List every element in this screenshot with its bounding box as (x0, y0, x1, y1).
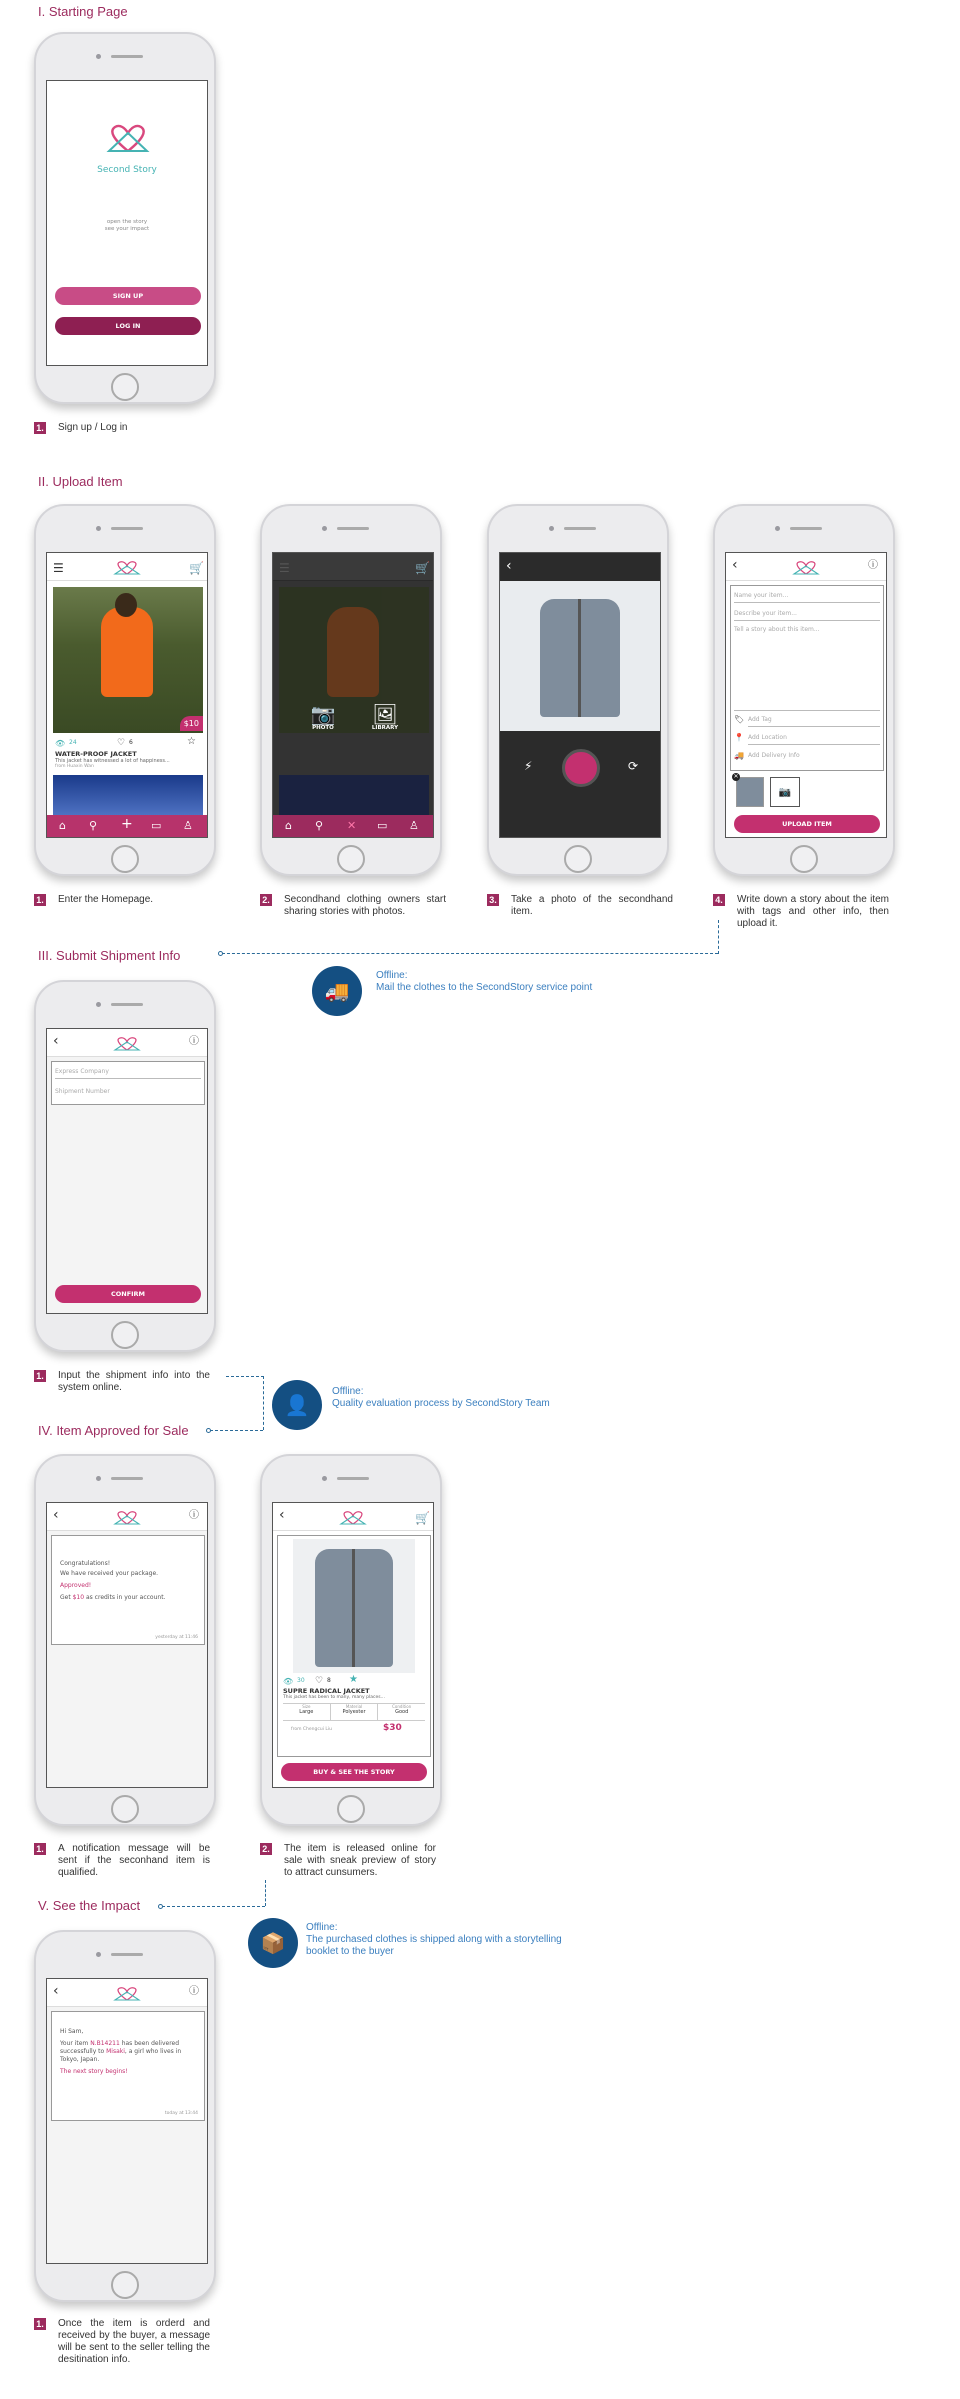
view-count: 30 (297, 1677, 305, 1684)
connector-shipment-offline (226, 1376, 264, 1377)
approved-screen (46, 1502, 208, 1788)
product-price: $30 (383, 1723, 402, 1733)
home-icon[interactable]: ⌂ (59, 819, 66, 832)
item-describe-input[interactable]: Describe your item... (734, 607, 880, 621)
connector-dot (218, 951, 223, 956)
shipment-screen (46, 1028, 208, 1314)
camera-icon: 📷 (310, 702, 336, 726)
home-icon[interactable]: ⌂ (285, 819, 292, 832)
camera-screen (499, 552, 661, 838)
message-time: today at 13:44 (164, 2111, 198, 2116)
tagline-1: open the story (106, 219, 148, 225)
upload-form-screen (725, 552, 887, 838)
close-icon[interactable]: ✕ (347, 819, 357, 832)
menu-icon: ☰ (279, 561, 290, 575)
library-option[interactable]: 🖼 LIBRARY (365, 703, 405, 731)
star-icon[interactable]: ☆ (187, 736, 196, 747)
phone-camera (487, 504, 669, 876)
like-count: 6 (129, 739, 133, 746)
bottom-nav (47, 815, 207, 837)
add-icon[interactable]: + (121, 816, 133, 832)
phone-product (260, 1454, 442, 1826)
feed-item-title: WATER-PROOF JACKET (55, 750, 137, 758)
back-icon[interactable]: ‹ (279, 1507, 285, 1523)
brand-logo (111, 560, 143, 576)
back-icon[interactable]: ‹ (53, 1983, 59, 1999)
shipment-number-input[interactable]: Shipment Number (55, 1088, 110, 1095)
package-icon: 📦 (248, 1918, 298, 1968)
add-tag-field[interactable]: Add Tag (748, 713, 880, 727)
like-icon[interactable]: ♡ (315, 1676, 324, 1686)
info-icon[interactable]: ⓘ (868, 560, 878, 571)
phone-shipment (34, 980, 216, 1352)
menu-icon[interactable]: ☰ (53, 561, 64, 575)
connector-release-impact-h (162, 1906, 265, 1907)
phone-starting-page (34, 32, 216, 404)
view-count: 24 (69, 739, 77, 746)
view-icon: 👁 (55, 739, 66, 748)
connector-upload-shipment-h (222, 953, 718, 954)
product-title: SUPRE RADICAL JACKET (283, 1687, 370, 1695)
add-photo-button[interactable]: 📷 (770, 777, 800, 807)
notification-card: Congratulations! We have received your package. Approved! Get $10 as credits in your account. yesterday at 11:46 (51, 1535, 205, 1645)
message-time: yesterday at 11:46 (155, 1635, 198, 1640)
connector-release-impact-v (265, 1880, 266, 1906)
product-screen (272, 1502, 434, 1788)
section-title-item-approved: IV. Item Approved for Sale (38, 1423, 189, 1438)
info-icon[interactable]: ⓘ (189, 1986, 199, 1997)
delivery-icon: 🚚 (734, 751, 744, 760)
item-story-input[interactable]: Tell a story about this item... (734, 625, 880, 711)
product-attributes: Size Large Material Polyester Condition Good (283, 1703, 425, 1721)
offline-note-shipped: Offline: The purchased clothes is shipped along with a storytelling booklet to the buyer (306, 1922, 562, 1957)
brand-name: Second Story (97, 165, 157, 175)
phone-approved (34, 1454, 216, 1826)
thumbnail-photo[interactable] (736, 777, 764, 807)
price-tag: $10 (180, 716, 203, 731)
back-icon[interactable]: ‹ (506, 558, 512, 574)
quality-check-icon: 👤 (272, 1380, 322, 1430)
product-meta: from Chengcui Liu (291, 1727, 332, 1732)
phone-impact (34, 1930, 216, 2302)
like-count: 8 (327, 1677, 331, 1684)
phone-upload-menu (260, 504, 442, 876)
item-name-input[interactable]: Name your item... (734, 589, 880, 603)
product-desc: This jacket has been to many, many places... (283, 1695, 385, 1700)
cart-icon: 🛒 (415, 561, 430, 575)
brand-logo (337, 1510, 369, 1526)
confirm-button[interactable]: CONFIRM (55, 1285, 201, 1303)
brand-logo (103, 121, 153, 157)
caption-take-photo: 3. Take a photo of the secondhand item. (487, 894, 673, 918)
feed-item-meta: from Huaxin Wan (55, 764, 94, 769)
product-photo[interactable] (293, 1539, 415, 1673)
express-company-input[interactable]: Express Company (55, 1065, 201, 1079)
section-title-upload-item: II. Upload Item (38, 474, 123, 489)
back-icon[interactable]: ‹ (732, 557, 738, 573)
like-icon[interactable]: ♡ (117, 738, 126, 748)
caption-impact: 1. Once the item is orderd and received by the buyer, a message will be sent to the seller telling the desitination info. (34, 2318, 210, 2366)
caption-signup: 1. Sign up / Log in (34, 422, 194, 434)
cart-icon[interactable]: 🛒 (189, 561, 204, 575)
caption-share-stories: 2. Secondhand clothing owners start sharing stories with photos. (260, 894, 446, 918)
bottom-nav (273, 815, 433, 837)
add-delivery-field[interactable]: Add Delivery Info (748, 752, 800, 759)
phone-homepage (34, 504, 216, 876)
brand-logo (111, 1036, 143, 1052)
feed-photo[interactable] (53, 587, 203, 733)
caption-homepage: 1. Enter the Homepage. (34, 894, 194, 906)
homepage-screen (46, 552, 208, 838)
tagline-2: see your impact (104, 226, 150, 232)
upload-menu-screen (272, 552, 434, 838)
caption-write-story: 4. Write down a story about the item with tags and other info, then upload it. (713, 894, 889, 930)
cart-icon[interactable]: 🛒 (415, 1511, 430, 1525)
shutter-button[interactable] (562, 749, 600, 787)
message-icon[interactable]: ▭ (151, 819, 162, 832)
log-in-button[interactable]: LOG IN (55, 317, 201, 335)
profile-icon[interactable]: ♙ (183, 819, 193, 832)
search-icon[interactable]: ⚲ (315, 819, 324, 832)
view-icon: 👁 (283, 1677, 294, 1686)
back-icon[interactable]: ‹ (53, 1033, 59, 1049)
phone-upload-form (713, 504, 895, 876)
image-icon: 🖼 (372, 702, 398, 726)
flash-icon[interactable]: ⚡ (524, 759, 533, 773)
start-screen (46, 80, 208, 366)
feed-photo-dimmed (279, 587, 429, 733)
sign-up-button[interactable]: SIGN UP (55, 287, 201, 305)
caption-shipment: 1. Input the shipment info into the system online. (34, 1370, 210, 1394)
connector-dot (158, 1904, 163, 1909)
connector-offline-approved-h (210, 1430, 263, 1431)
add-location-field[interactable]: Add Location (748, 731, 880, 745)
profile-icon[interactable]: ♙ (409, 819, 419, 832)
search-icon[interactable]: ⚲ (89, 819, 98, 832)
impact-screen (46, 1978, 208, 2264)
offline-note-quality: Offline: Quality evaluation process by SecondStory Team (332, 1386, 550, 1409)
tag-icon: 🏷 (734, 715, 745, 724)
caption-notification: 1. A notification message will be sent if the seconhand item is qualified. (34, 1843, 210, 1879)
connector-offline-approved-v (263, 1376, 264, 1430)
upload-item-button[interactable]: UPLOAD ITEM (734, 815, 880, 833)
connector-upload-shipment (718, 920, 719, 954)
buy-story-button[interactable]: BUY & SEE THE STORY (281, 1763, 427, 1781)
star-icon[interactable]: ★ (349, 1674, 358, 1685)
impact-message-card: Hi Sam, Your item N.B14211 has been delivered successfully to Misaki, a girl who lives in Tokyo, Japan. The next story begins! today at 13:44 (51, 2011, 205, 2121)
section-title-see-impact: V. See the Impact (38, 1898, 141, 1913)
brand-logo (111, 1510, 143, 1526)
photo-option[interactable]: 📷 PHOTO (303, 703, 343, 731)
offline-note-mail: Offline: Mail the clothes to the SecondStory service point (376, 970, 593, 993)
brand-logo (790, 560, 822, 576)
info-icon[interactable]: ⓘ (189, 1510, 199, 1521)
remove-photo-icon[interactable]: ✕ (733, 773, 739, 780)
message-icon[interactable]: ▭ (377, 819, 388, 832)
info-icon[interactable]: ⓘ (189, 1036, 199, 1047)
section-title-submit-shipment: III. Submit Shipment Info (38, 948, 181, 963)
feed-item-desc: This jacket has witnessed a lot of happiness... (55, 758, 170, 764)
camera-viewfinder (500, 581, 660, 731)
switch-camera-icon[interactable]: ⟳ (628, 759, 639, 773)
brand-logo (111, 1986, 143, 2002)
back-icon[interactable]: ‹ (53, 1507, 59, 1523)
truck-icon: 🚚 (312, 966, 362, 1016)
section-title-starting-page: I. Starting Page (38, 4, 128, 19)
location-icon: 📍 (734, 733, 744, 742)
connector-dot (206, 1428, 211, 1433)
caption-release: 2. The item is released online for sale with sneak preview of story to attract cunsumers. (260, 1843, 436, 1879)
